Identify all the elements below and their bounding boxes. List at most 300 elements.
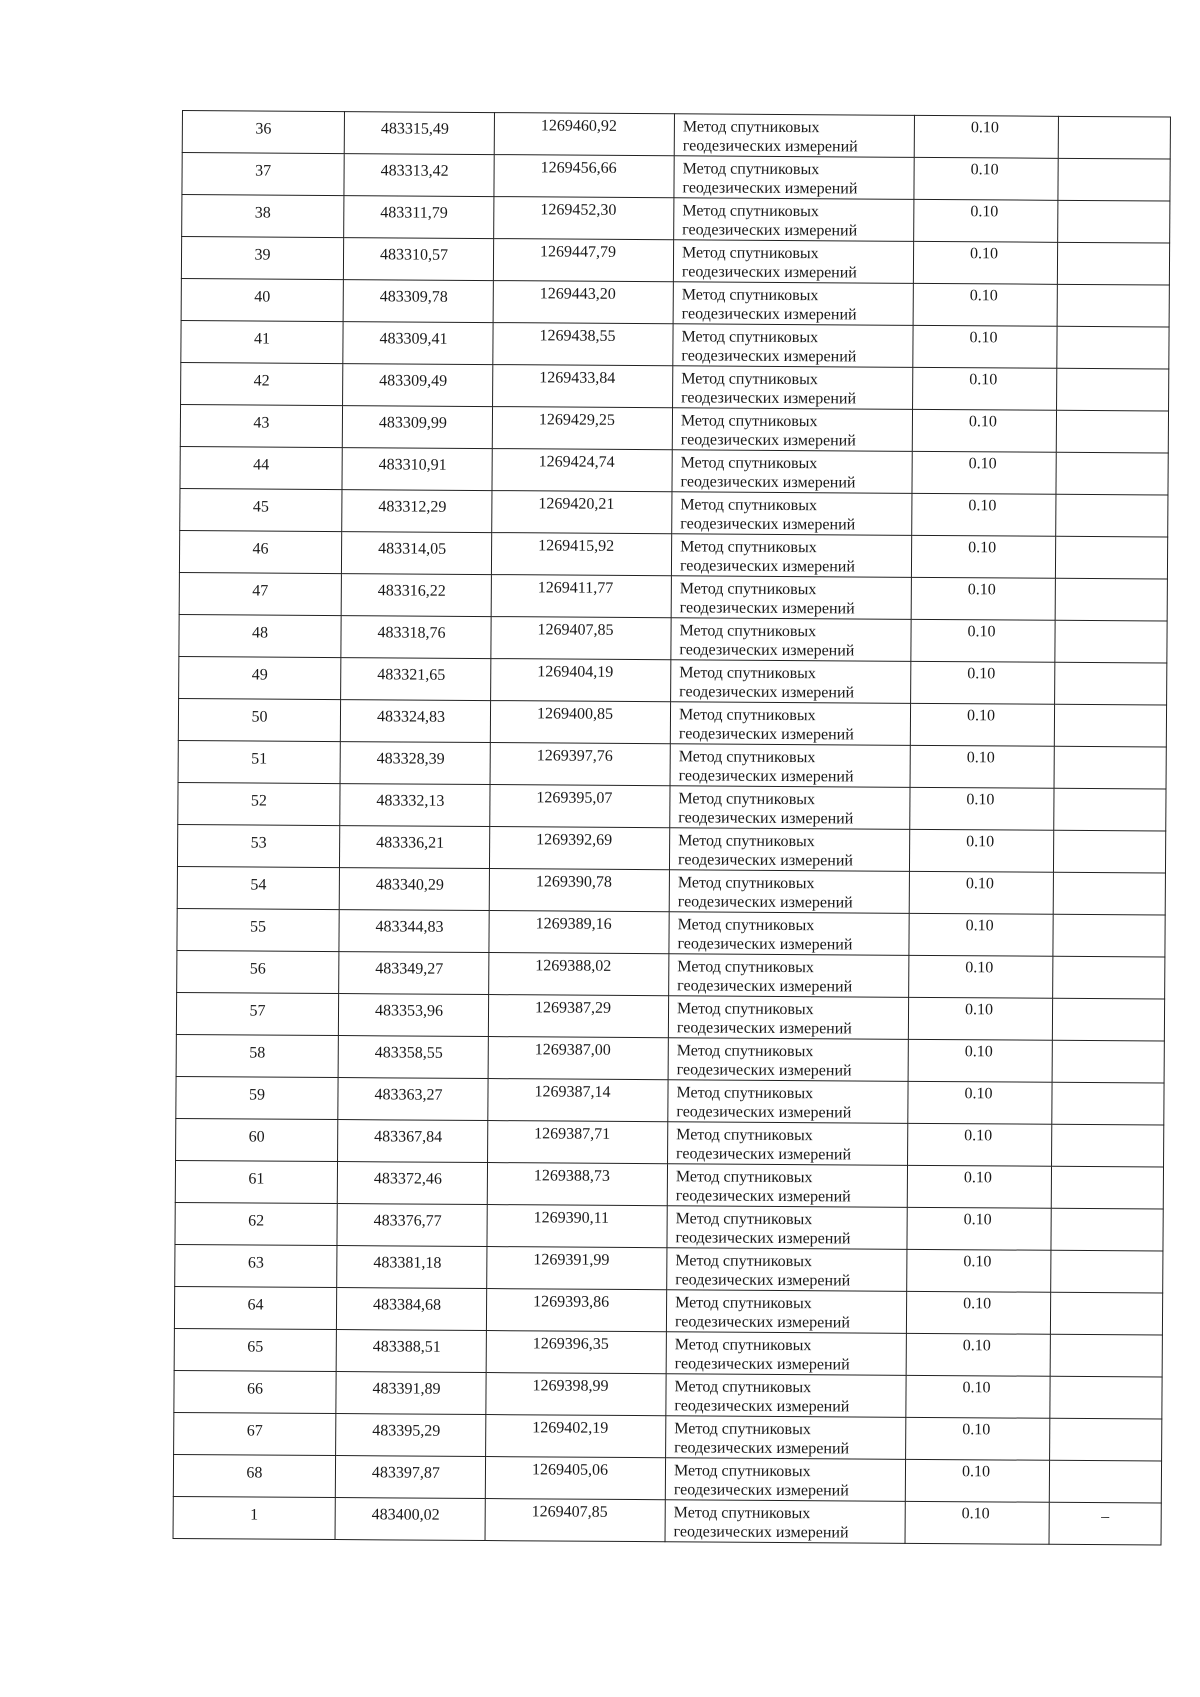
table-row	[173, 1454, 1161, 1503]
point-number-cell: 43	[180, 404, 342, 447]
accuracy-cell: 0.10	[910, 745, 1054, 788]
table-row	[179, 572, 1167, 621]
method-line: геодезических измерений	[679, 599, 855, 618]
note-cell	[1052, 1082, 1164, 1125]
note-cell	[1055, 620, 1167, 663]
point-number-cell: 51	[178, 740, 340, 783]
point-number-cell: 41	[181, 320, 343, 363]
method-line: Метод спутниковых	[674, 1420, 811, 1439]
coord-y-cell: 1269390,78	[489, 869, 669, 912]
method-line: геодезических измерений	[678, 767, 854, 786]
method-cell	[670, 744, 910, 788]
method-line: Метод спутниковых	[678, 832, 815, 851]
point-number-cell: 57	[176, 992, 338, 1035]
coord-x-cell: 483372,46	[337, 1162, 487, 1205]
coord-y-cell: 1269387,29	[488, 995, 668, 1038]
note-cell	[1054, 704, 1166, 747]
accuracy-cell: 0.10	[913, 241, 1057, 284]
coordinates-table-body	[173, 111, 1170, 1546]
coord-y-cell: 1269404,19	[491, 659, 671, 702]
note-cell	[1050, 1376, 1162, 1419]
method-line: геодезических измерений	[676, 1145, 852, 1164]
coord-x-cell: 483312,29	[342, 490, 492, 533]
table-row	[175, 1202, 1163, 1251]
method-line: Метод спутниковых	[674, 1378, 812, 1397]
method-line: Метод спутниковых	[681, 328, 819, 347]
table-row	[179, 614, 1167, 663]
table-row	[177, 824, 1165, 873]
note-cell	[1057, 368, 1169, 411]
note-cell	[1053, 956, 1165, 999]
point-number-cell: 56	[177, 950, 339, 993]
coord-y-cell: 1269456,66	[494, 155, 674, 198]
method-line: Метод спутниковых	[675, 1168, 813, 1187]
note-cell	[1055, 536, 1167, 579]
note-cell	[1055, 662, 1167, 705]
point-number-cell: 59	[176, 1076, 338, 1119]
coord-x-cell: 483309,99	[342, 406, 492, 449]
method-cell	[665, 1458, 905, 1502]
note-cell	[1052, 1124, 1164, 1167]
method-line: геодезических измерений	[678, 725, 854, 744]
accuracy-cell: 0.10	[912, 493, 1056, 536]
method-line: геодезических измерений	[674, 1355, 850, 1374]
method-line: геодезических измерений	[680, 515, 856, 534]
coord-y-cell: 1269415,92	[491, 533, 671, 576]
table-row	[181, 320, 1169, 369]
coord-x-cell: 483340,29	[339, 868, 489, 911]
accuracy-cell: 0.10	[906, 1333, 1050, 1376]
method-line: геодезических измерений	[677, 977, 853, 996]
accuracy-cell: 0.10	[914, 199, 1058, 242]
method-line: геодезических измерений	[679, 557, 856, 576]
accuracy-cell: 0.10	[906, 1375, 1050, 1418]
coord-x-cell: 483384,68	[336, 1288, 486, 1331]
coord-y-cell: 1269460,92	[494, 113, 674, 156]
coord-x-cell: 483381,18	[337, 1246, 487, 1289]
method-line: Метод спутниковых	[680, 538, 817, 557]
method-line: геодезических измерений	[678, 809, 854, 828]
coord-x-cell: 483332,13	[340, 784, 490, 827]
point-number-cell: 40	[181, 278, 343, 321]
table-row	[181, 362, 1169, 411]
method-line: Метод спутниковых	[682, 202, 820, 221]
method-line: Метод спутниковых	[679, 622, 817, 641]
accuracy-cell: 0.10	[907, 1207, 1051, 1250]
coord-y-cell: 1269388,73	[487, 1163, 667, 1206]
coord-y-cell: 1269387,71	[488, 1121, 668, 1164]
method-line: Метод спутниковых	[682, 244, 819, 263]
accuracy-cell: 0.10	[914, 115, 1058, 158]
coord-y-cell: 1269398,99	[486, 1373, 666, 1416]
coord-x-cell: 483310,91	[342, 448, 492, 491]
accuracy-cell: 0.10	[906, 1417, 1050, 1460]
method-cell	[667, 1248, 907, 1292]
coord-x-cell: 483318,76	[341, 616, 491, 659]
point-number-cell: 44	[180, 446, 342, 489]
note-cell	[1054, 746, 1166, 789]
method-cell	[672, 492, 912, 536]
method-line: геодезических измерений	[680, 431, 856, 450]
point-number-cell: 49	[179, 656, 341, 699]
accuracy-cell: 0.10	[913, 325, 1057, 368]
method-line: Метод спутниковых	[678, 790, 816, 809]
coord-y-cell: 1269388,02	[489, 953, 669, 996]
accuracy-cell: 0.10	[911, 577, 1055, 620]
note-cell	[1053, 914, 1165, 957]
note-cell	[1050, 1292, 1162, 1335]
coord-x-cell: 483376,77	[337, 1204, 487, 1247]
method-line: Метод спутниковых	[673, 1462, 811, 1481]
note-cell	[1058, 116, 1170, 159]
note-cell	[1057, 242, 1169, 285]
note-cell	[1057, 326, 1169, 369]
accuracy-cell: 0.10	[907, 1165, 1051, 1208]
note-cell	[1056, 494, 1168, 537]
method-line: геодезических измерений	[682, 137, 858, 156]
method-cell	[668, 1122, 908, 1166]
table-row	[180, 488, 1168, 537]
point-number-cell: 55	[177, 908, 339, 951]
table-row	[178, 740, 1166, 789]
coord-x-cell: 483309,49	[343, 364, 493, 407]
point-number-cell: 45	[180, 488, 342, 531]
coord-x-cell: 483367,84	[338, 1120, 488, 1163]
coord-y-cell: 1269387,14	[488, 1079, 668, 1122]
method-line: геодезических измерений	[677, 893, 853, 912]
coord-y-cell: 1269411,77	[491, 575, 671, 618]
table-row	[174, 1370, 1162, 1419]
coord-y-cell: 1269424,74	[492, 449, 672, 492]
note-cell	[1058, 158, 1170, 201]
method-line: Метод спутниковых	[682, 160, 820, 179]
method-line: Метод спутниковых	[680, 496, 818, 515]
coord-x-cell: 483310,57	[343, 238, 493, 281]
note-cell	[1055, 578, 1167, 621]
method-line: геодезических измерений	[676, 1019, 852, 1038]
coord-x-cell: 483397,87	[335, 1456, 485, 1499]
coord-x-cell: 483311,79	[344, 196, 494, 239]
method-cell	[669, 954, 909, 998]
method-cell	[666, 1374, 906, 1418]
accuracy-cell: 0.10	[912, 451, 1056, 494]
table-row	[179, 656, 1167, 705]
method-cell	[668, 996, 908, 1040]
accuracy-cell: 0.10	[908, 1081, 1052, 1124]
coord-y-cell: 1269433,84	[493, 365, 673, 408]
note-cell	[1051, 1208, 1163, 1251]
point-number-cell: 37	[182, 153, 344, 196]
accuracy-cell: 0.10	[909, 913, 1053, 956]
coord-y-cell: 1269405,06	[485, 1457, 665, 1500]
method-line: геодезических измерений	[675, 1229, 851, 1248]
table-row	[175, 1244, 1163, 1293]
coord-y-cell: 1269407,85	[491, 617, 671, 660]
point-number-cell: 63	[175, 1244, 337, 1287]
accuracy-cell: 0.10	[908, 997, 1052, 1040]
method-line: Метод спутниковых	[679, 580, 817, 599]
method-line: Метод спутниковых	[678, 748, 816, 767]
point-number-cell: 39	[181, 237, 343, 280]
table-row	[182, 153, 1170, 202]
coord-x-cell: 483344,83	[339, 910, 489, 953]
table-row	[179, 530, 1167, 579]
point-number-cell: 68	[173, 1454, 335, 1497]
method-line: геодезических измерений	[675, 1271, 851, 1290]
method-cell	[666, 1332, 906, 1376]
coord-y-cell: 1269438,55	[493, 323, 673, 366]
accuracy-cell: 0.10	[914, 157, 1058, 200]
method-cell	[674, 156, 914, 200]
coord-y-cell: 1269402,19	[486, 1415, 666, 1458]
accuracy-cell: 0.10	[911, 535, 1055, 578]
method-cell	[668, 1038, 908, 1082]
coord-y-cell: 1269391,99	[487, 1247, 667, 1290]
coord-x-cell: 483324,83	[340, 700, 490, 743]
point-number-cell: 64	[174, 1286, 336, 1329]
point-number-cell: 61	[175, 1160, 337, 1203]
note-cell	[1056, 452, 1168, 495]
method-line: геодезических измерений	[679, 683, 855, 702]
method-line: Метод спутниковых	[673, 1504, 811, 1523]
table-row	[173, 1496, 1161, 1545]
note-cell	[1050, 1418, 1162, 1461]
method-cell	[670, 702, 910, 746]
method-line: геодезических измерений	[682, 221, 858, 240]
note-cell	[1054, 788, 1166, 831]
coord-x-cell: 483313,42	[344, 154, 494, 197]
note-cell	[1058, 200, 1170, 243]
table-row	[175, 1160, 1163, 1209]
method-line: геодезических измерений	[682, 179, 858, 198]
accuracy-cell: 0.10	[913, 367, 1057, 410]
method-cell	[667, 1206, 907, 1250]
coordinates-table	[173, 110, 1171, 1546]
method-cell	[673, 240, 913, 284]
method-cell	[668, 1080, 908, 1124]
point-number-cell: 1	[173, 1496, 335, 1539]
coord-y-cell: 1269429,25	[492, 407, 672, 450]
point-number-cell: 60	[176, 1118, 338, 1161]
method-line: Метод спутниковых	[678, 706, 816, 725]
coord-y-cell: 1269392,69	[489, 827, 669, 870]
table-row	[182, 111, 1170, 160]
table-row	[176, 1034, 1164, 1083]
method-cell	[673, 366, 913, 410]
table-row	[180, 446, 1168, 495]
method-cell	[671, 534, 911, 578]
note-cell	[1050, 1334, 1162, 1377]
method-cell	[674, 198, 914, 242]
method-line: геодезических измерений	[675, 1187, 851, 1206]
coord-x-cell: 483395,29	[336, 1414, 486, 1457]
point-number-cell: 46	[179, 530, 341, 573]
note-cell	[1053, 830, 1165, 873]
point-number-cell: 47	[179, 572, 341, 615]
method-cell	[669, 828, 909, 872]
method-cell	[671, 576, 911, 620]
method-line: геодезических измерений	[681, 305, 857, 324]
method-line: геодезических измерений	[673, 1523, 849, 1542]
coord-y-cell: 1269393,86	[486, 1289, 666, 1332]
method-line: Метод спутниковых	[676, 1042, 814, 1061]
method-line: Метод спутниковых	[677, 874, 815, 893]
coord-x-cell: 483353,96	[338, 994, 488, 1037]
method-line: Метод спутниковых	[675, 1252, 813, 1271]
accuracy-cell: 0.10	[911, 661, 1055, 704]
coord-x-cell: 483388,51	[336, 1330, 486, 1373]
method-line: Метод спутниковых	[674, 1336, 812, 1355]
coord-y-cell: 1269397,76	[490, 743, 670, 786]
coord-x-cell: 483391,89	[336, 1372, 486, 1415]
coord-y-cell: 1269407,85	[485, 1499, 665, 1542]
point-number-cell: 67	[174, 1412, 336, 1455]
note-cell	[1052, 998, 1164, 1041]
table-row	[182, 195, 1170, 244]
accuracy-cell: 0.10	[906, 1291, 1050, 1334]
coord-x-cell: 483309,41	[343, 322, 493, 365]
method-cell	[673, 324, 913, 368]
table-row	[177, 866, 1165, 915]
point-number-cell: 66	[174, 1370, 336, 1413]
method-line: Метод спутниковых	[677, 916, 815, 935]
note-cell	[1053, 872, 1165, 915]
note-cell	[1051, 1250, 1163, 1293]
method-line: геодезических измерений	[681, 263, 857, 282]
accuracy-cell: 0.10	[909, 955, 1053, 998]
method-line: Метод спутниковых	[675, 1294, 812, 1313]
note-cell	[1051, 1166, 1163, 1209]
point-number-cell: 62	[175, 1202, 337, 1245]
accuracy-cell: 0.10	[907, 1249, 1051, 1292]
method-line: геодезических измерений	[676, 1103, 852, 1122]
coord-x-cell: 483328,39	[340, 742, 490, 785]
method-line: Метод спутниковых	[682, 118, 820, 137]
method-cell	[673, 282, 913, 326]
method-cell	[667, 1164, 907, 1208]
accuracy-cell: 0.10	[909, 829, 1053, 872]
point-number-cell: 54	[177, 866, 339, 909]
table-row	[176, 1076, 1164, 1125]
method-line: геодезических измерений	[677, 851, 854, 870]
accuracy-cell: 0.10	[910, 787, 1054, 830]
accuracy-cell: 0.10	[911, 619, 1055, 662]
coord-y-cell: 1269390,11	[487, 1205, 667, 1248]
accuracy-cell: 0.10	[905, 1459, 1049, 1502]
method-cell	[671, 618, 911, 662]
coord-y-cell: 1269420,21	[492, 491, 672, 534]
coord-y-cell: 1269443,20	[493, 281, 673, 324]
method-line: геодезических измерений	[674, 1439, 850, 1458]
method-cell	[672, 450, 912, 494]
coord-y-cell: 1269447,79	[493, 239, 673, 282]
method-cell	[671, 660, 911, 704]
method-line: Метод спутниковых	[680, 454, 818, 473]
method-line: Метод спутниковых	[681, 286, 819, 305]
method-cell	[666, 1416, 906, 1460]
note-cell	[1057, 284, 1169, 327]
point-number-cell: 38	[182, 195, 344, 238]
method-line: геодезических измерений	[681, 347, 857, 366]
method-line: геодезических измерений	[674, 1313, 850, 1332]
method-line: Метод спутниковых	[676, 1084, 814, 1103]
method-line: Метод спутниковых	[675, 1210, 813, 1229]
accuracy-cell: 0.10	[905, 1501, 1049, 1544]
table-row	[174, 1328, 1162, 1377]
method-line: геодезических измерений	[677, 935, 853, 954]
method-cell	[670, 786, 910, 830]
coord-y-cell: 1269396,35	[486, 1331, 666, 1374]
coord-y-cell: 1269400,85	[490, 701, 670, 744]
coord-x-cell: 483400,02	[335, 1498, 485, 1541]
note-cell	[1056, 410, 1168, 453]
method-cell	[674, 114, 914, 158]
note-cell	[1052, 1040, 1164, 1083]
point-number-cell: 42	[181, 362, 343, 405]
coord-x-cell: 483349,27	[339, 952, 489, 995]
coord-x-cell: 483358,55	[338, 1036, 488, 1079]
table-row	[178, 698, 1166, 747]
accuracy-cell: 0.10	[909, 871, 1053, 914]
table-row	[177, 950, 1165, 999]
accuracy-cell: 0.10	[910, 703, 1054, 746]
accuracy-cell: 0.10	[908, 1039, 1052, 1082]
point-number-cell: 53	[177, 824, 339, 867]
coord-y-cell: 1269389,16	[489, 911, 669, 954]
method-line: Метод спутниковых	[676, 1126, 813, 1145]
point-number-cell: 50	[178, 698, 340, 741]
table-row	[176, 992, 1164, 1041]
coord-y-cell: 1269395,07	[490, 785, 670, 828]
method-cell	[669, 870, 909, 914]
method-line: геодезических измерений	[680, 473, 856, 492]
method-line: геодезических измерений	[681, 389, 857, 408]
coord-x-cell: 483315,49	[344, 112, 494, 155]
coord-x-cell: 483321,65	[341, 658, 491, 701]
method-cell	[665, 1500, 905, 1544]
method-line: геодезических измерений	[674, 1397, 850, 1416]
method-line: Метод спутниковых	[680, 412, 818, 431]
note-cell: –	[1049, 1502, 1161, 1545]
coord-x-cell: 483363,27	[338, 1078, 488, 1121]
coord-x-cell: 483314,05	[341, 532, 491, 575]
note-cell	[1049, 1460, 1161, 1503]
point-number-cell: 36	[182, 111, 344, 154]
table-row	[181, 237, 1169, 286]
method-line: Метод спутниковых	[681, 370, 818, 389]
table-row	[181, 278, 1169, 327]
method-cell	[669, 912, 909, 956]
method-line: геодезических измерений	[676, 1061, 852, 1080]
point-number-cell: 48	[179, 614, 341, 657]
method-cell	[672, 408, 912, 452]
accuracy-cell: 0.10	[913, 283, 1057, 326]
point-number-cell: 65	[174, 1328, 336, 1371]
table-row	[174, 1286, 1162, 1335]
table-row	[174, 1412, 1162, 1461]
table-row	[177, 908, 1165, 957]
point-number-cell: 58	[176, 1034, 338, 1077]
coord-x-cell: 483309,78	[343, 280, 493, 323]
method-line: геодезических измерений	[679, 641, 855, 660]
table-row	[178, 782, 1166, 831]
method-line: Метод спутниковых	[676, 1000, 814, 1019]
coord-y-cell: 1269387,00	[488, 1037, 668, 1080]
method-line: Метод спутниковых	[677, 958, 815, 977]
coord-y-cell: 1269452,30	[494, 197, 674, 240]
method-cell	[666, 1290, 906, 1334]
table-row	[176, 1118, 1164, 1167]
